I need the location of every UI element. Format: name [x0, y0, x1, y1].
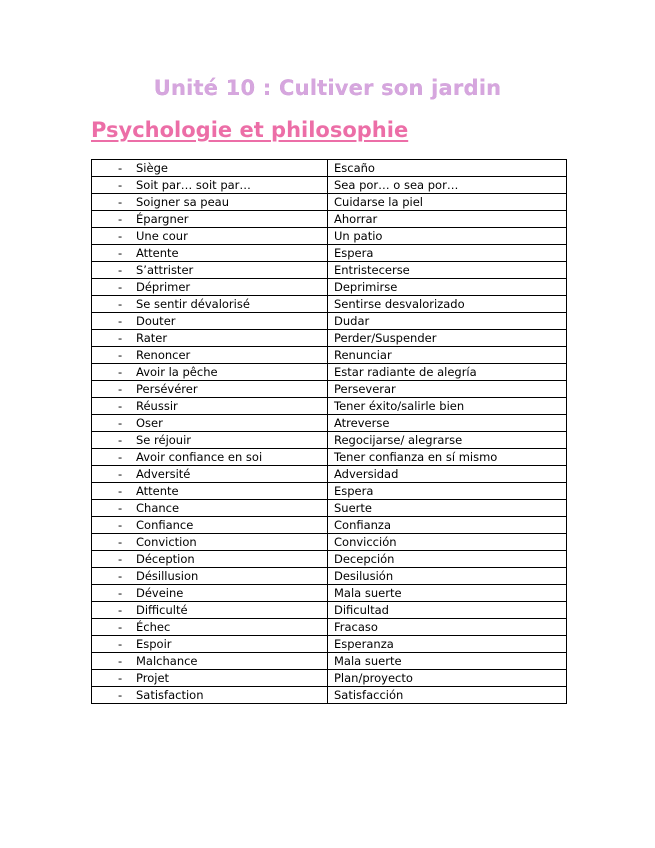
french-term-cell	[92, 670, 328, 687]
french-term-cell	[92, 449, 328, 466]
french-term: Confiance	[136, 518, 194, 532]
french-term: Oser	[136, 416, 163, 430]
french-term: Réussir	[136, 399, 178, 413]
table-row	[92, 449, 567, 466]
french-term-cell	[92, 551, 328, 568]
french-term-cell	[92, 160, 328, 177]
french-term: Soigner sa peau	[136, 195, 229, 209]
french-term-cell	[92, 585, 328, 602]
vocabulary-table-body	[92, 160, 567, 704]
table-row	[92, 194, 567, 211]
french-term: Douter	[136, 314, 176, 328]
table-row	[92, 279, 567, 296]
french-term: Conviction	[136, 535, 197, 549]
french-term: Projet	[136, 671, 170, 685]
french-term-cell	[92, 194, 328, 211]
spanish-translation: Un patio	[328, 228, 567, 245]
list-bullet: -	[118, 637, 123, 651]
table-row	[92, 381, 567, 398]
spanish-translation: Atreverse	[328, 415, 567, 432]
french-term-cell	[92, 296, 328, 313]
document-title: Unité 10 : Cultiver son jardin	[153, 76, 502, 100]
spanish-translation: Esperanza	[328, 636, 567, 653]
spanish-translation: Renunciar	[328, 347, 567, 364]
spanish-translation: Regocijarse/ alegrarse	[328, 432, 567, 449]
table-row	[92, 364, 567, 381]
list-bullet: -	[118, 212, 123, 226]
spanish-translation: Satisfacción	[328, 687, 567, 704]
table-row	[92, 687, 567, 704]
list-bullet: -	[118, 467, 123, 481]
table-row	[92, 466, 567, 483]
french-term: Se sentir dévalorisé	[136, 297, 250, 311]
spanish-translation: Mala suerte	[328, 585, 567, 602]
list-bullet: -	[118, 552, 123, 566]
french-term-cell	[92, 619, 328, 636]
french-term-cell	[92, 228, 328, 245]
french-term-cell	[92, 415, 328, 432]
list-bullet: -	[118, 484, 123, 498]
spanish-translation: Escaño	[328, 160, 567, 177]
table-row	[92, 432, 567, 449]
french-term-cell	[92, 347, 328, 364]
list-bullet: -	[118, 161, 123, 175]
list-bullet: -	[118, 450, 123, 464]
french-term-cell	[92, 381, 328, 398]
spanish-translation: Estar radiante de alegría	[328, 364, 567, 381]
spanish-translation: Sentirse desvalorizado	[328, 296, 567, 313]
list-bullet: -	[118, 416, 123, 430]
french-term-cell	[92, 517, 328, 534]
spanish-translation: Fracaso	[328, 619, 567, 636]
list-bullet: -	[118, 671, 123, 685]
table-row	[92, 500, 567, 517]
table-row	[92, 653, 567, 670]
list-bullet: -	[118, 399, 123, 413]
table-row	[92, 262, 567, 279]
french-term: Espoir	[136, 637, 172, 651]
spanish-translation: Dudar	[328, 313, 567, 330]
french-term: Avoir confiance en soi	[136, 450, 263, 464]
table-row	[92, 619, 567, 636]
table-row	[92, 568, 567, 585]
spanish-translation: Mala suerte	[328, 653, 567, 670]
spanish-translation: Perder/Suspender	[328, 330, 567, 347]
list-bullet: -	[118, 314, 123, 328]
spanish-translation: Plan/proyecto	[328, 670, 567, 687]
table-row	[92, 177, 567, 194]
french-term-cell	[92, 466, 328, 483]
list-bullet: -	[118, 178, 123, 192]
list-bullet: -	[118, 195, 123, 209]
french-term: Attente	[136, 484, 179, 498]
list-bullet: -	[118, 518, 123, 532]
list-bullet: -	[118, 501, 123, 515]
list-bullet: -	[118, 280, 123, 294]
spanish-translation: Suerte	[328, 500, 567, 517]
table-row	[92, 602, 567, 619]
french-term-cell	[92, 653, 328, 670]
french-term: Persévérer	[136, 382, 198, 396]
french-term: S’attrister	[136, 263, 194, 277]
french-term: Chance	[136, 501, 180, 515]
french-term: Adversité	[136, 467, 191, 481]
french-term-cell	[92, 687, 328, 704]
list-bullet: -	[118, 654, 123, 668]
table-row	[92, 534, 567, 551]
list-bullet: -	[118, 263, 123, 277]
section-title: Psychologie et philosophie	[91, 118, 409, 142]
spanish-translation: Dificultad	[328, 602, 567, 619]
table-row	[92, 670, 567, 687]
french-term: Épargner	[136, 212, 189, 226]
list-bullet: -	[118, 246, 123, 260]
french-term: Siège	[136, 161, 168, 175]
list-bullet: -	[118, 586, 123, 600]
list-bullet: -	[118, 620, 123, 634]
list-bullet: -	[118, 433, 123, 447]
list-bullet: -	[118, 382, 123, 396]
table-row	[92, 211, 567, 228]
list-bullet: -	[118, 688, 123, 702]
french-term-cell	[92, 500, 328, 517]
spanish-translation: Espera	[328, 245, 567, 262]
french-term-cell	[92, 483, 328, 500]
french-term-cell	[92, 245, 328, 262]
spanish-translation: Deprimirse	[328, 279, 567, 296]
list-bullet: -	[118, 331, 123, 345]
french-term: Attente	[136, 246, 179, 260]
french-term: Déprimer	[136, 280, 191, 294]
french-term: Rater	[136, 331, 168, 345]
french-term-cell	[92, 330, 328, 347]
french-term-cell	[92, 568, 328, 585]
french-term-cell	[92, 432, 328, 449]
table-row	[92, 313, 567, 330]
french-term: Renoncer	[136, 348, 191, 362]
table-row	[92, 415, 567, 432]
spanish-translation: Tener éxito/salirle bien	[328, 398, 567, 415]
french-term: Soit par… soit par…	[136, 178, 251, 192]
french-term: Satisfaction	[136, 688, 204, 702]
french-term: Échec	[136, 620, 171, 634]
table-row	[92, 636, 567, 653]
french-term-cell	[92, 313, 328, 330]
french-term-cell	[92, 364, 328, 381]
spanish-translation: Decepción	[328, 551, 567, 568]
table-row	[92, 245, 567, 262]
table-row	[92, 296, 567, 313]
french-term: Avoir la pêche	[136, 365, 218, 379]
spanish-translation: Espera	[328, 483, 567, 500]
french-term: Difficulté	[136, 603, 188, 617]
french-term-cell	[92, 177, 328, 194]
list-bullet: -	[118, 603, 123, 617]
spanish-translation: Perseverar	[328, 381, 567, 398]
spanish-translation: Convicción	[328, 534, 567, 551]
french-term: Se réjouir	[136, 433, 192, 447]
french-term-cell	[92, 262, 328, 279]
table-row	[92, 517, 567, 534]
list-bullet: -	[118, 535, 123, 549]
table-row	[92, 160, 567, 177]
french-term-cell	[92, 398, 328, 415]
spanish-translation: Entristecerse	[328, 262, 567, 279]
list-bullet: -	[118, 229, 123, 243]
list-bullet: -	[118, 569, 123, 583]
table-row	[92, 228, 567, 245]
table-row	[92, 483, 567, 500]
french-term-cell	[92, 211, 328, 228]
spanish-translation: Ahorrar	[328, 211, 567, 228]
table-row	[92, 347, 567, 364]
list-bullet: -	[118, 297, 123, 311]
french-term-cell	[92, 602, 328, 619]
spanish-translation: Adversidad	[328, 466, 567, 483]
vocabulary-table	[91, 159, 567, 704]
french-term-cell	[92, 534, 328, 551]
spanish-translation: Tener confianza en sí mismo	[328, 449, 567, 466]
french-term-cell	[92, 279, 328, 296]
french-term: Déception	[136, 552, 195, 566]
french-term-cell	[92, 636, 328, 653]
spanish-translation: Confianza	[328, 517, 567, 534]
spanish-translation: Sea por… o sea por…	[328, 177, 567, 194]
french-term: Malchance	[136, 654, 198, 668]
table-row	[92, 551, 567, 568]
table-row	[92, 398, 567, 415]
spanish-translation: Cuidarse la piel	[328, 194, 567, 211]
spanish-translation: Desilusión	[328, 568, 567, 585]
table-row	[92, 330, 567, 347]
french-term: Une cour	[136, 229, 188, 243]
french-term: Désillusion	[136, 569, 199, 583]
list-bullet: -	[118, 365, 123, 379]
french-term: Déveine	[136, 586, 184, 600]
table-row	[92, 585, 567, 602]
list-bullet: -	[118, 348, 123, 362]
